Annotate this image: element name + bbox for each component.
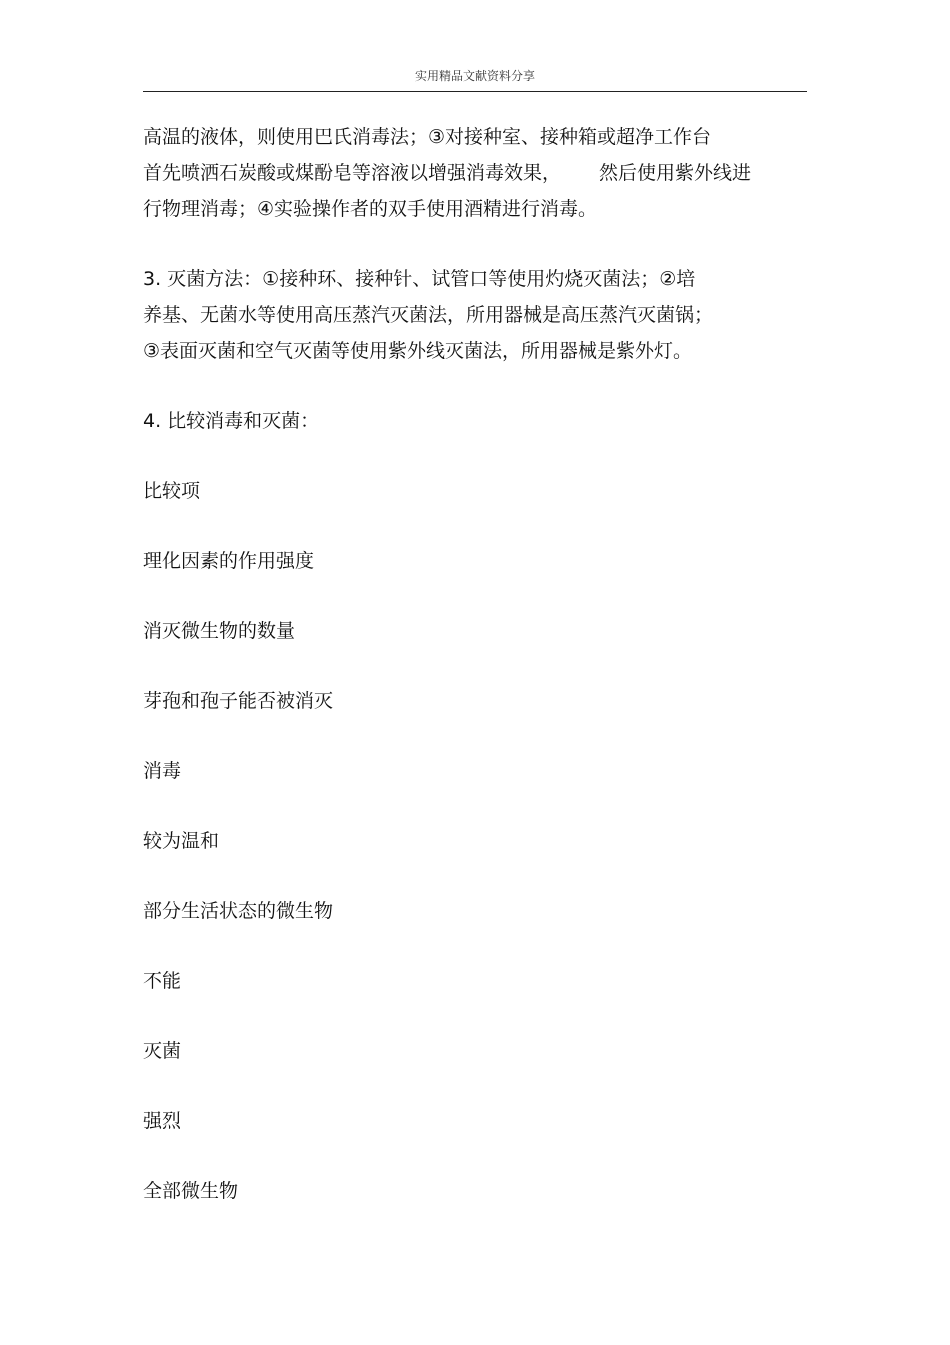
list-item: 理化因素的作用强度 xyxy=(143,550,315,572)
list-item: 比较项 xyxy=(143,480,201,502)
text-segment: 首先喷洒石炭酸或煤酚皂等溶液以增强消毒效果， xyxy=(143,162,562,184)
list-item: 灭菌 xyxy=(143,1040,182,1062)
text-line: 4. 比较消毒和灭菌： xyxy=(143,410,320,432)
list-item: 部分生活状态的微生物 xyxy=(143,900,334,922)
list-item: 不能 xyxy=(143,970,182,992)
document-body xyxy=(143,119,807,1243)
text-line: 高温的液体，则使用巴氏消毒法；③对接种室、接种箱或超净工作台 xyxy=(143,126,712,148)
paragraph-sterilization-methods xyxy=(143,261,807,369)
comparison-list xyxy=(143,473,807,1209)
text-segment: 然后使用紫外线进 xyxy=(599,162,752,184)
text-line xyxy=(143,155,807,191)
list-item: 全部微生物 xyxy=(143,1180,239,1202)
paragraph-comparison-heading xyxy=(143,403,807,439)
list-item: 消毒 xyxy=(143,760,182,782)
text-line: ③表面灭菌和空气灭菌等使用紫外线灭菌法，所用器械是紫外灯。 xyxy=(143,340,693,362)
list-item: 较为温和 xyxy=(143,830,220,852)
header-title: 实用精品文献资料分享 xyxy=(414,69,535,83)
list-item: 强烈 xyxy=(143,1110,182,1132)
text-line: 3. 灭菌方法：①接种环、接种针、试管口等使用灼烧灭菌法；②培 xyxy=(143,268,696,290)
paragraph-disinfection-methods xyxy=(143,119,807,227)
list-item: 消灭微生物的数量 xyxy=(143,620,296,642)
list-item: 芽孢和孢子能否被消灭 xyxy=(143,690,334,712)
text-line: 养基、无菌水等使用高压蒸汽灭菌法，所用器械是高压蒸汽灭菌锅； xyxy=(143,304,714,326)
text-line: 行物理消毒；④实验操作者的双手使用酒精进行消毒。 xyxy=(143,198,598,220)
page-header xyxy=(143,66,807,92)
